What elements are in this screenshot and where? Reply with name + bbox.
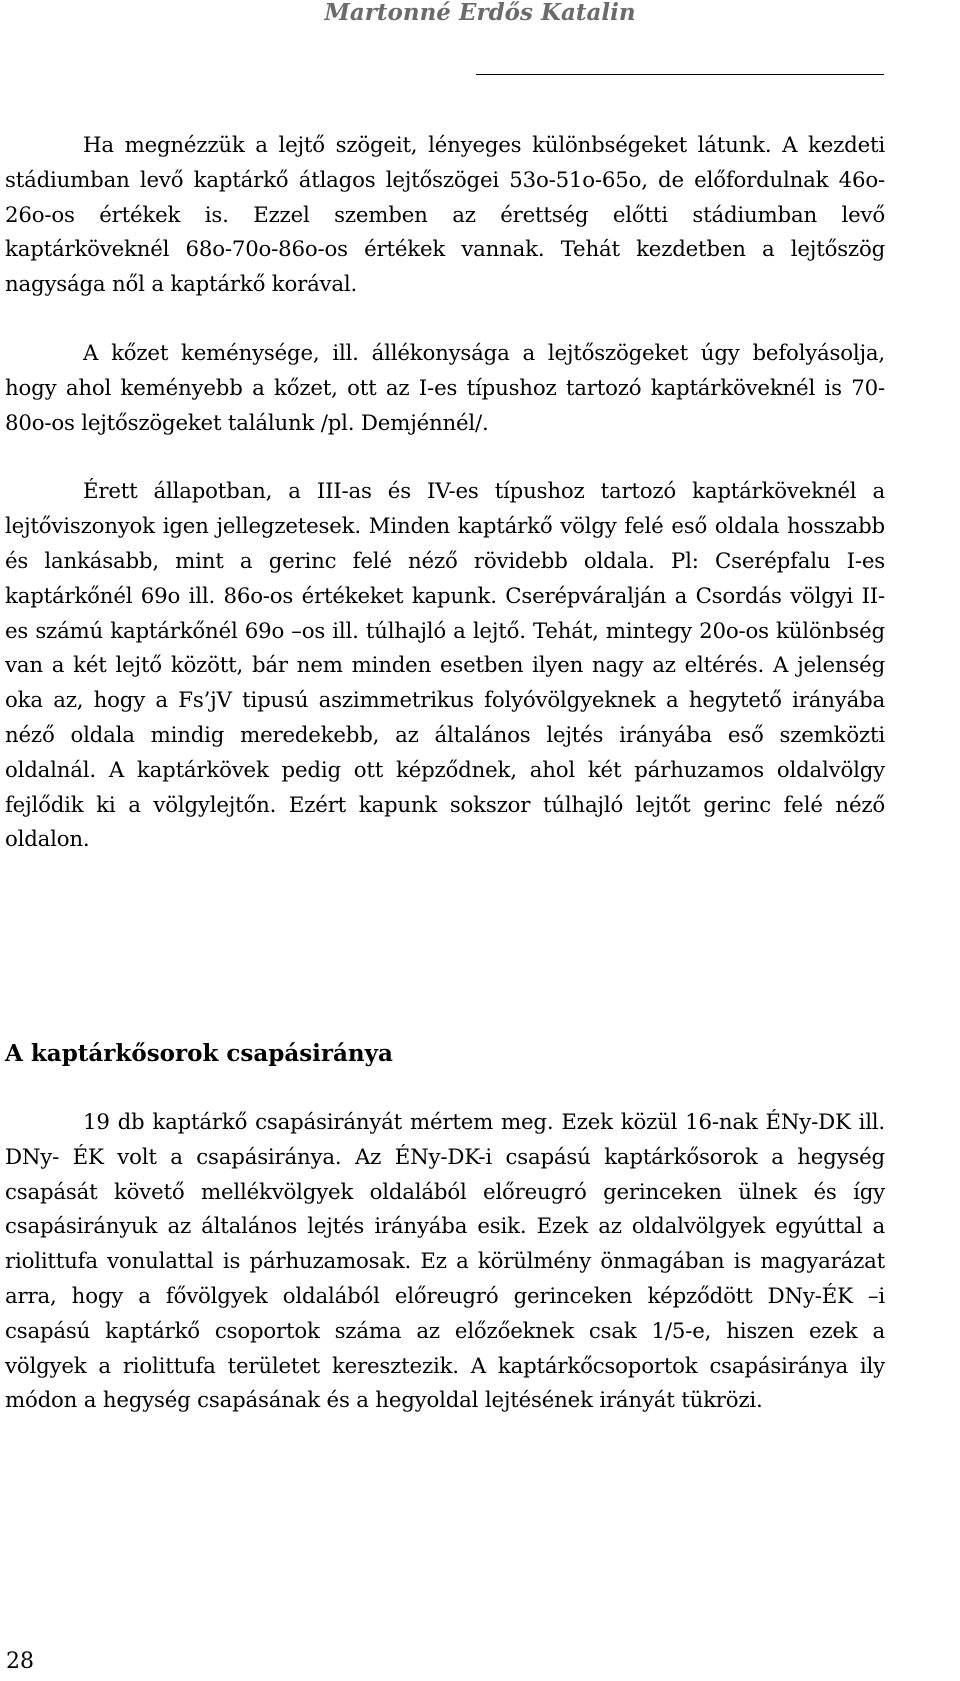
section-text-block <box>5 1106 885 1419</box>
paragraph-mature-stage: Érett állapotban, a III-as és IV-es típushoz tartozó kaptárköveknél a lejtőviszonyok igen jellegzetesek. Minden kaptárkő völgy felé eső oldala hosszabb és lankásabb, mint a gerinc felé néző rövidebb oldala. Pl: Cserépfalu I-es kaptárkőnél 69o ill. 86o-os értékeket kapunk. Cserépváralján a Csordás völgyi II-es számú kaptárkőnél 69o –os ill. túlhajló a lejtő. Tehát, mintegy 20o-os különbség van a két lejtő között, bár nem minden esetben ilyen nagy az eltérés. A jelenség oka az, hogy a Fs’jV tipusú aszimmetrikus folyóvölgyeknek a hegytető irányába néző oldala mindig meredekebb, az általános lejtés irányába eső szemközti oldalnál. A kaptárkövek pedig ott képződnek, ahol két párhuzamos oldalvölgy fejlődik ki a völgylejtőn. Ezért kapunk sokszor túlhajló lejtőt gerinc felé néző oldalon. <box>5 479 885 853</box>
paragraph-strike-direction: 19 db kaptárkő csapásirányát mértem meg. Ezek közül 16-nak ÉNy-DK ill. DNy- ÉK volt a csapásiránya. Az ÉNy-DK-i csapású kaptárkősorok a hegység csapását követő mellékvölgyek oldalából előreugró gerinceken ülnek és így csapásirányuk az általános lejtés irányába esik. Ezek az oldalvölgyek egyúttal a riolittufa vonulattal is párhuzamosak. Ez a körülmény önmagában is magyarázat arra, hogy a fővölgyek oldalából előreugró gerinceken képződött DNy-ÉK –i csapású kaptárkő csoportok száma az előzőeknek csak 1/5-e, hiszen ezek a völgyek a riolittufa területet keresztezik. A kaptárkőcsoportok csapásiránya ily módon a hegység csapásának és a hegyoldal lejtésének irányát tükrözi. <box>5 1110 885 1414</box>
section-heading: A kaptárkősorok csapásiránya <box>5 1040 393 1067</box>
header-rule <box>476 74 884 75</box>
paragraph-slope-angles: Ha megnézzük a lejtő szögeit, lényeges különbségeket látunk. A kezdeti stádiumban levő kaptárkő átlagos lejtőszögei 53o-51o-65o, de előfordulnak 46o-26o-os értékek is. Ezzel szemben az érettség előtti stádiumban levő kaptárköveknél 68o-70o-86o-os értékek vannak. Tehát kezdetben a lejtőszög nagysága nől a kaptárkő korával. <box>5 133 885 298</box>
body-text-block <box>5 129 885 858</box>
paragraph-rock-hardness: A kőzet keménysége, ill. állékonysága a lejtőszögeket úgy befolyásolja, hogy ahol keményebb a kőzet, ott az I-es típushoz tartozó kaptárköveknél is 70-80o-os lejtőszögeket találunk /pl. Demjénnél/. <box>5 340 885 436</box>
running-header-author: Martonné Erdős Katalin <box>324 0 636 26</box>
page-number: 28 <box>6 1649 34 1674</box>
